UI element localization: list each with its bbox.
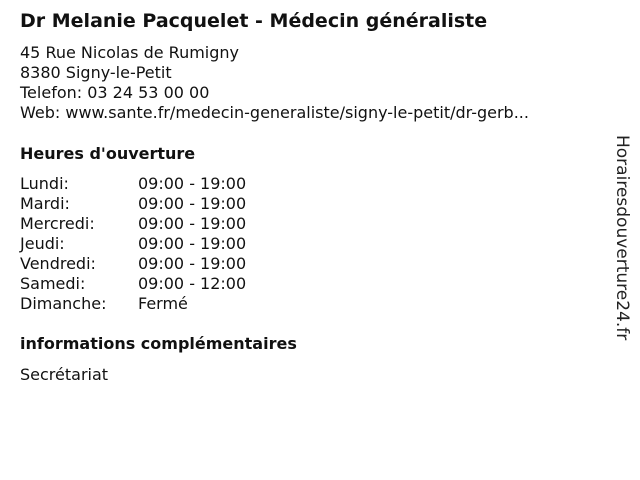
address-city: 8380 Signy-le-Petit	[20, 63, 172, 82]
hours-row-monday	[20, 174, 246, 194]
hours-row-saturday	[20, 274, 246, 294]
day-label: Mercredi:	[20, 214, 95, 233]
hours-row-sunday	[20, 294, 246, 314]
time-range: 09:00 - 19:00	[138, 194, 247, 213]
time-range: Fermé	[138, 294, 188, 313]
day-label: Lundi:	[20, 174, 69, 193]
hours-row-friday	[20, 254, 246, 274]
day-label: Mardi:	[20, 194, 70, 213]
hours-row-tuesday	[20, 194, 246, 214]
hours-row-thursday	[20, 234, 246, 254]
day-label: Vendredi:	[20, 254, 96, 273]
time-range: 09:00 - 19:00	[138, 174, 247, 193]
time-range: 09:00 - 19:00	[138, 254, 247, 273]
day-label: Jeudi:	[20, 234, 65, 253]
page-title: Dr Melanie Pacquelet - Médecin généraliste	[20, 10, 488, 32]
time-range: 09:00 - 19:00	[138, 234, 247, 253]
opening-hours-heading: Heures d'ouverture	[20, 144, 196, 163]
time-range: 09:00 - 19:00	[138, 214, 247, 233]
additional-info-text: Secrétariat	[20, 365, 109, 384]
website-link[interactable]: Web: www.sante.fr/medecin-generaliste/signy-le-petit/dr-gerb...	[20, 103, 529, 122]
phone-number: Telefon: 03 24 53 00 00	[20, 83, 210, 102]
address-street: 45 Rue Nicolas de Rumigny	[20, 43, 240, 62]
additional-info-heading: informations complémentaires	[20, 334, 297, 353]
opening-hours-table	[20, 174, 246, 314]
hours-row-wednesday	[20, 214, 246, 234]
time-range: 09:00 - 12:00	[138, 274, 247, 293]
site-watermark: Horairesdouverture24.fr	[612, 135, 632, 341]
day-label: Dimanche:	[20, 294, 107, 313]
day-label: Samedi:	[20, 274, 86, 293]
